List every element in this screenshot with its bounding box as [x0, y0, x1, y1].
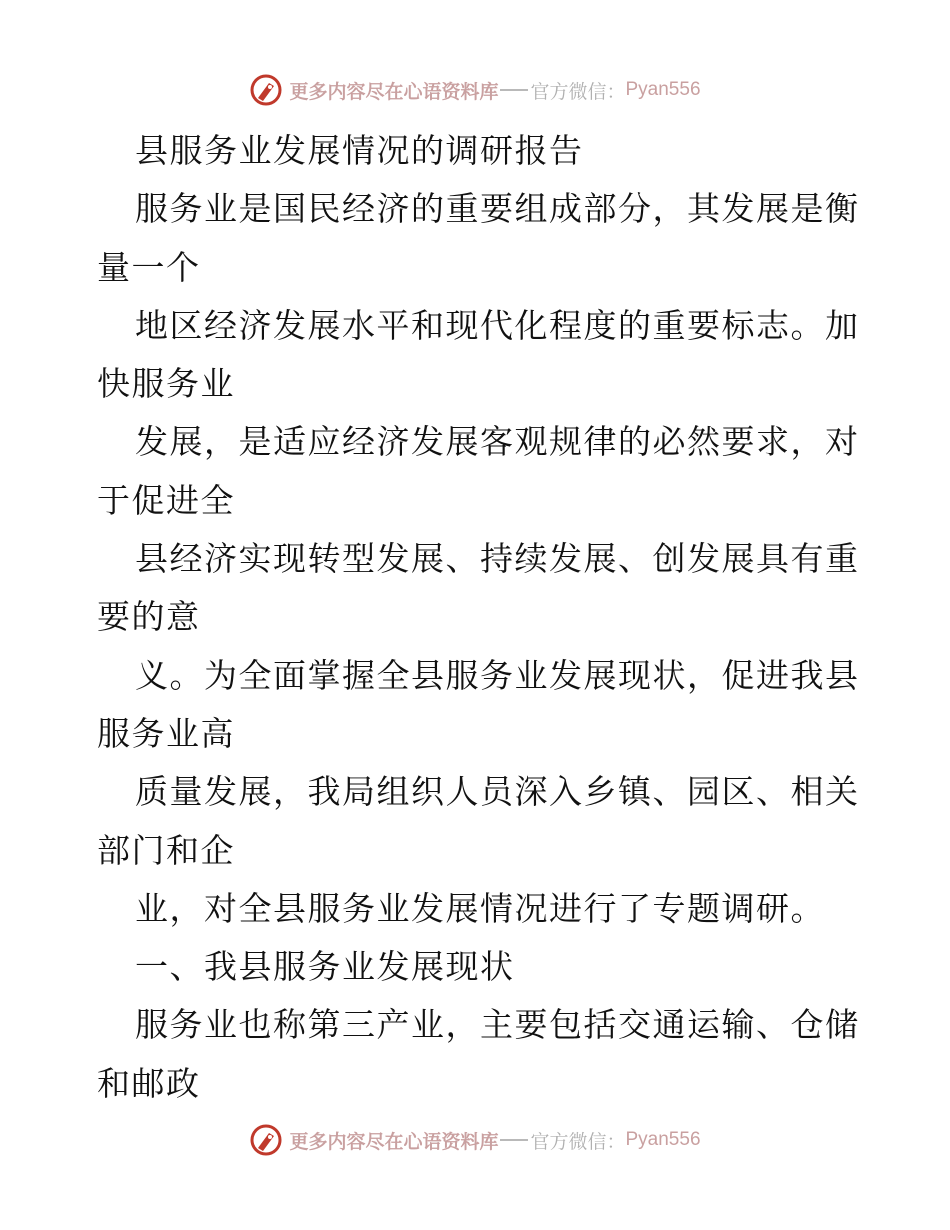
document-text-line: 业，对全县服务业发展情况进行了专题调研。: [135, 888, 825, 928]
document-text-line: 发展，是适应经济发展客观规律的必然要求，对: [135, 422, 860, 462]
banner-wechat-id: Pyan556: [625, 1129, 701, 1150]
header-watermark-banner: [0, 70, 950, 110]
document-text-line: 于促进全: [97, 480, 235, 520]
document-text-line: 部门和企: [97, 830, 235, 870]
document-body: [97, 122, 860, 1113]
document-text-line: 和邮政: [97, 1063, 201, 1103]
banner-text: 更多内容尽在心语资料库: [289, 80, 499, 103]
document-text-line: 县经济实现转型发展、持续发展、创发展具有重: [135, 539, 860, 579]
pen-nib-logo-icon: [249, 73, 283, 107]
document-text-line: 服务业高: [97, 713, 235, 753]
document-text-line: 服务业是国民经济的重要组成部分，其发展是衡: [135, 189, 860, 229]
banner-dash-divider: [500, 1139, 528, 1141]
document-text-line: 质量发展，我局组织人员深入乡镇、园区、相关: [135, 772, 860, 812]
banner-wechat-label: 官方微信：: [530, 1130, 626, 1153]
banner-wechat-id: Pyan556: [625, 79, 701, 100]
document-text-line: 一、我县服务业发展现状: [135, 947, 515, 987]
document-text-line: 量一个: [97, 247, 201, 287]
document-text-line: 地区经济发展水平和现代化程度的重要标志。加: [135, 305, 860, 345]
footer-watermark-banner: [0, 1120, 950, 1160]
banner-text: 更多内容尽在心语资料库: [289, 1130, 499, 1153]
document-text-line: 快服务业: [97, 364, 235, 404]
document-text-line: 义。为全面掌握全县服务业发展现状，促进我县: [135, 655, 860, 695]
banner-wechat-label: 官方微信：: [530, 80, 626, 103]
banner-dash-divider: [500, 89, 528, 91]
document-title-line: 县服务业发展情况的调研报告: [135, 131, 584, 170]
pen-nib-logo-icon: [249, 1123, 283, 1157]
document-text-line: 服务业也称第三产业，主要包括交通运输、仓储: [135, 1005, 860, 1045]
document-text-line: 要的意: [97, 597, 201, 637]
